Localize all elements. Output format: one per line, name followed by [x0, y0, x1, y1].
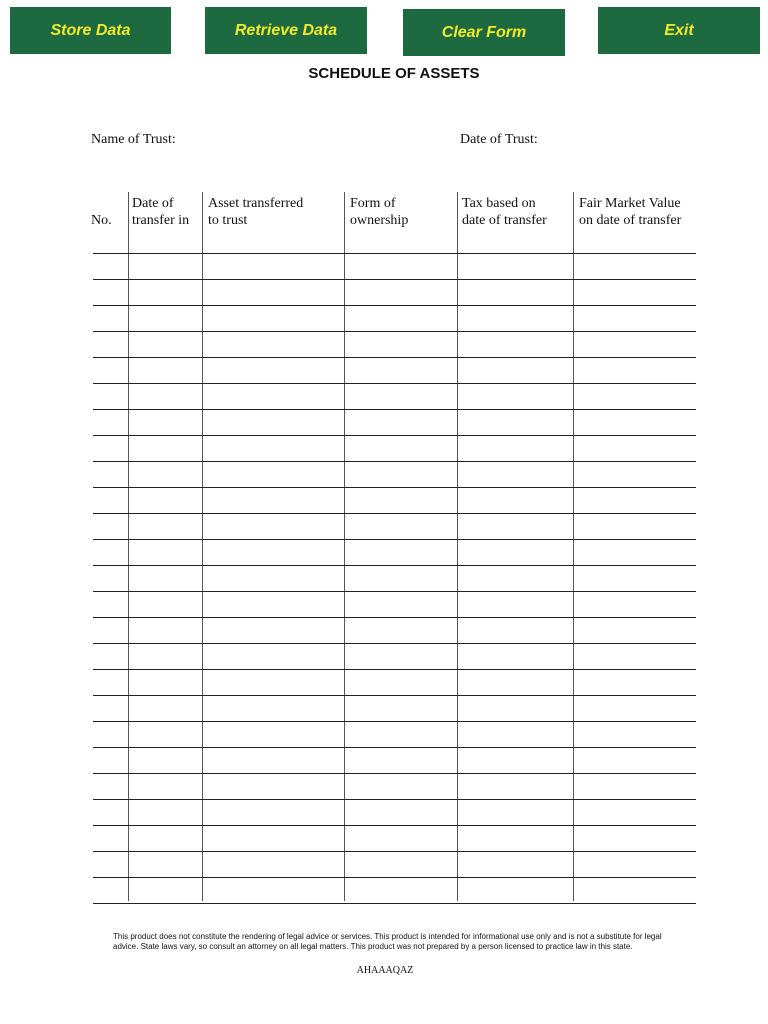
table-row-line	[93, 617, 696, 618]
page-title: SCHEDULE OF ASSETS	[308, 65, 480, 82]
name-of-trust-label: Name of Trust:	[91, 132, 176, 147]
table-row-line	[93, 357, 696, 358]
table-row-line	[93, 877, 696, 878]
table-row-line	[93, 773, 696, 774]
column-header-no: No.	[91, 213, 112, 228]
form-code: AHAAAQAZ	[356, 965, 414, 976]
table-row-line	[93, 669, 696, 670]
table-row-line	[93, 643, 696, 644]
legal-disclaimer: This product does not constitute the rendering of legal advice or services. This product is intended for informational use only and is not a substitute for legal advice. State laws vary, so consult an attorney on all legal matters. This product was not prepared by a person licensed to practice law in this state.	[113, 932, 662, 951]
table-row-line	[93, 487, 696, 488]
column-header-tax-based: Tax based on date of transfer	[462, 196, 547, 228]
table-row-line	[93, 409, 696, 410]
table-row-line	[93, 695, 696, 696]
table-row-line	[93, 435, 696, 436]
table-row-line	[93, 513, 696, 514]
column-divider	[457, 192, 458, 901]
column-header-form-of-ownership: Form of ownership	[350, 196, 409, 228]
table-row-line	[93, 721, 696, 722]
column-header-fair-market-value: Fair Market Value on date of transfer	[579, 196, 682, 228]
exit-button[interactable]: Exit	[598, 7, 760, 54]
table-row-line	[93, 903, 696, 904]
store-data-button[interactable]: Store Data	[10, 7, 171, 54]
table-row-line	[93, 851, 696, 852]
table-row-line	[93, 305, 696, 306]
table-row-line	[93, 461, 696, 462]
date-of-trust-label: Date of Trust:	[460, 132, 538, 147]
table-row-line	[93, 591, 696, 592]
column-divider	[202, 192, 203, 901]
column-divider	[344, 192, 345, 901]
retrieve-data-button[interactable]: Retrieve Data	[205, 7, 367, 54]
column-header-date-of-transfer: Date of transfer in	[132, 196, 190, 228]
table-row-line	[93, 825, 696, 826]
clear-form-button[interactable]: Clear Form	[403, 9, 565, 56]
table-row-line	[93, 539, 696, 540]
table-row-line	[93, 331, 696, 332]
table-row-line	[93, 279, 696, 280]
table-row-line	[93, 747, 696, 748]
column-divider	[573, 192, 574, 901]
column-divider	[128, 192, 129, 901]
table-row-line	[93, 383, 696, 384]
table-row-line	[93, 799, 696, 800]
table-row-line	[93, 565, 696, 566]
table-row-line	[93, 253, 696, 254]
column-header-asset-transferred: Asset transferred to trust	[208, 196, 304, 228]
